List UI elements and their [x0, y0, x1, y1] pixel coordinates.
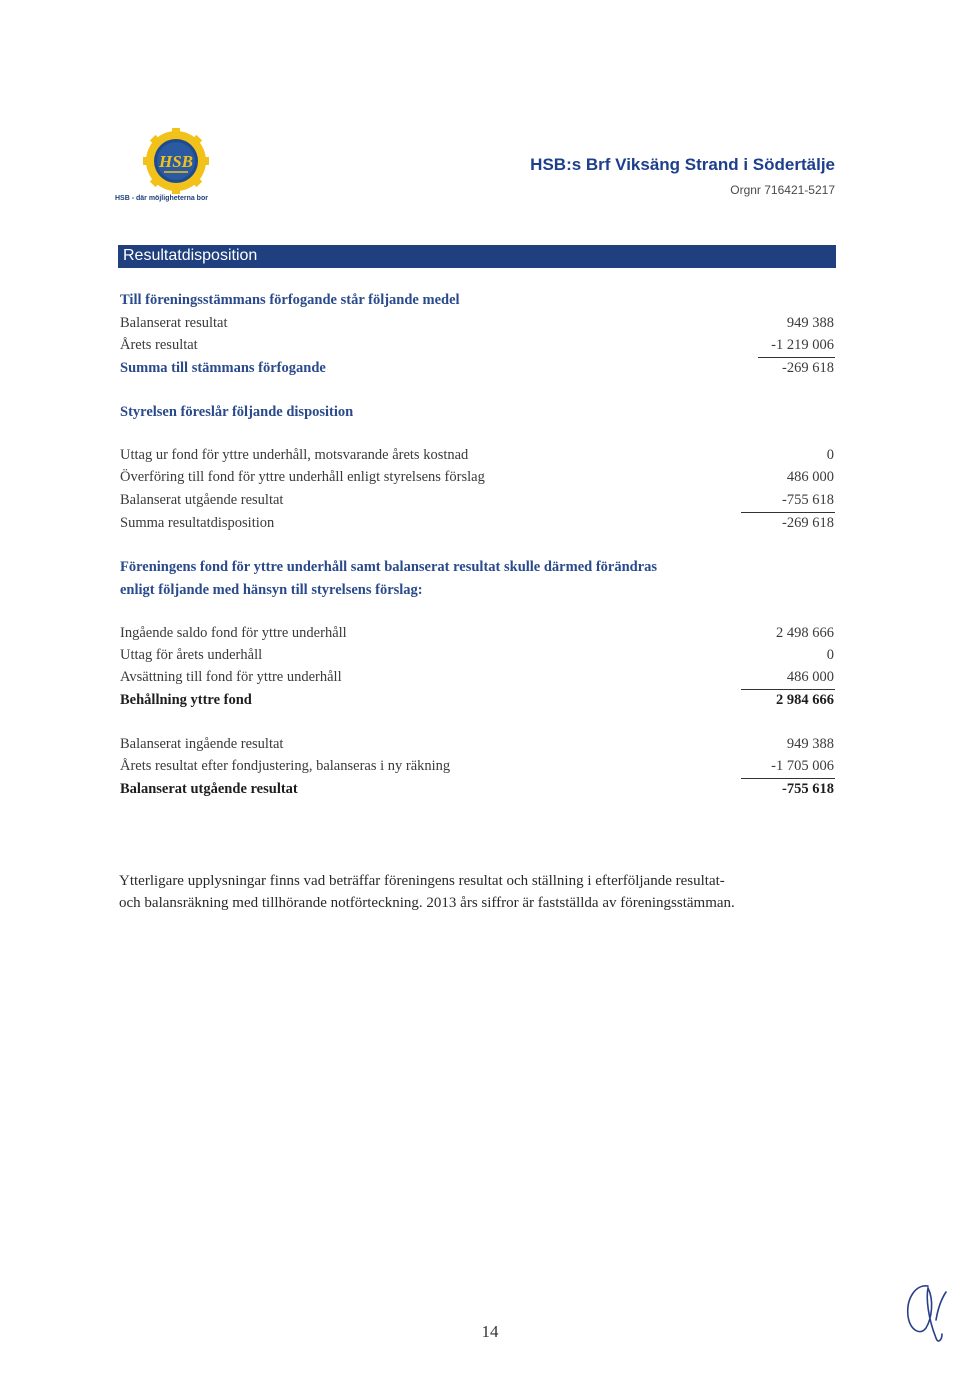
note-line: och balansräkning med tillhörande notförteckning. 2013 års siffror är fastställda av föreningsstämman.: [119, 895, 735, 911]
row-value: 949 388: [786, 315, 834, 331]
hsb-logo: [115, 128, 240, 208]
section3-heading-line1: Föreningens fond för yttre underhåll samt balanserat resultat skulle därmed förändras: [120, 559, 658, 575]
table-row: [120, 515, 834, 535]
page-number: 14: [481, 1322, 499, 1341]
table-row: [120, 692, 834, 712]
row-value: -1 219 006: [771, 337, 834, 353]
row-value: -269 618: [782, 360, 834, 376]
section1-heading: Till föreningsstämmans förfogande står följande medel: [120, 292, 460, 308]
row-label: Årets resultat: [120, 337, 198, 353]
row-label: Behållning yttre fond: [120, 692, 252, 708]
row-value: -755 618: [782, 781, 834, 797]
section-title-bar: [118, 245, 836, 268]
sum-rule: [741, 512, 835, 513]
logo-tagline: HSB - där möjligheterna bor: [115, 195, 208, 202]
table-row: [120, 736, 834, 756]
row-value: 2 984 666: [776, 692, 834, 708]
table-row: [120, 360, 834, 380]
note-paragraph: [119, 870, 819, 914]
row-value: -269 618: [782, 515, 834, 531]
row-value: 486 000: [786, 669, 834, 685]
organization-number: Orgnr 716421-5217: [730, 183, 835, 197]
table-row: [120, 447, 834, 467]
table-row: [120, 337, 834, 357]
table-row: [120, 669, 834, 689]
row-label: Balanserat ingående resultat: [120, 736, 284, 752]
row-label: Ingående saldo fond för yttre underhåll: [120, 625, 347, 641]
row-label: Summa resultatdisposition: [120, 515, 275, 531]
table-row: [120, 647, 834, 667]
table-row: [120, 469, 834, 489]
row-value: -755 618: [782, 492, 834, 508]
organization-name: HSB:s Brf Viksäng Strand i Södertälje: [530, 155, 835, 174]
sum-rule: [741, 689, 835, 690]
sum-rule: [758, 357, 835, 358]
table-row: [120, 781, 834, 801]
row-value: 0: [826, 647, 834, 663]
sum-rule: [741, 778, 835, 779]
row-label: Uttag ur fond för yttre underhåll, motsvarande årets kostnad: [120, 447, 469, 463]
row-label: Uttag för årets underhåll: [120, 647, 263, 663]
row-label: Summa till stämmans förfogande: [120, 360, 326, 376]
hsb-emblem-icon: [115, 128, 240, 194]
table-row: [120, 758, 834, 778]
table-row: [120, 315, 834, 335]
row-label: Balanserat utgående resultat: [120, 781, 298, 797]
row-value: 0: [826, 447, 834, 463]
page-title: Resultatdisposition: [123, 247, 258, 264]
row-label: Balanserat utgående resultat: [120, 492, 284, 508]
handwritten-initials-icon: [898, 1278, 948, 1348]
row-label: Avsättning till fond för yttre underhåll: [120, 669, 342, 685]
row-label: Överföring till fond för yttre underhåll enligt styrelsens förslag: [120, 469, 485, 485]
row-value: -1 705 006: [771, 758, 834, 774]
table-row: [120, 625, 834, 645]
row-value: 949 388: [786, 736, 834, 752]
table-row: [120, 492, 834, 512]
row-value: 2 498 666: [776, 625, 834, 641]
section2-heading: Styrelsen föreslår följande disposition: [120, 404, 354, 420]
svg-text:HSB: HSB: [158, 152, 194, 171]
row-label: Balanserat resultat: [120, 315, 228, 331]
note-line: Ytterligare upplysningar finns vad beträffar föreningens resultat och ställning i efterföljande resultat-: [119, 873, 725, 889]
section3-heading-line2: enligt följande med hänsyn till styrelsens förslag:: [120, 582, 423, 598]
row-label: Årets resultat efter fondjustering, balanseras i ny räkning: [120, 758, 451, 774]
row-value: 486 000: [786, 469, 834, 485]
